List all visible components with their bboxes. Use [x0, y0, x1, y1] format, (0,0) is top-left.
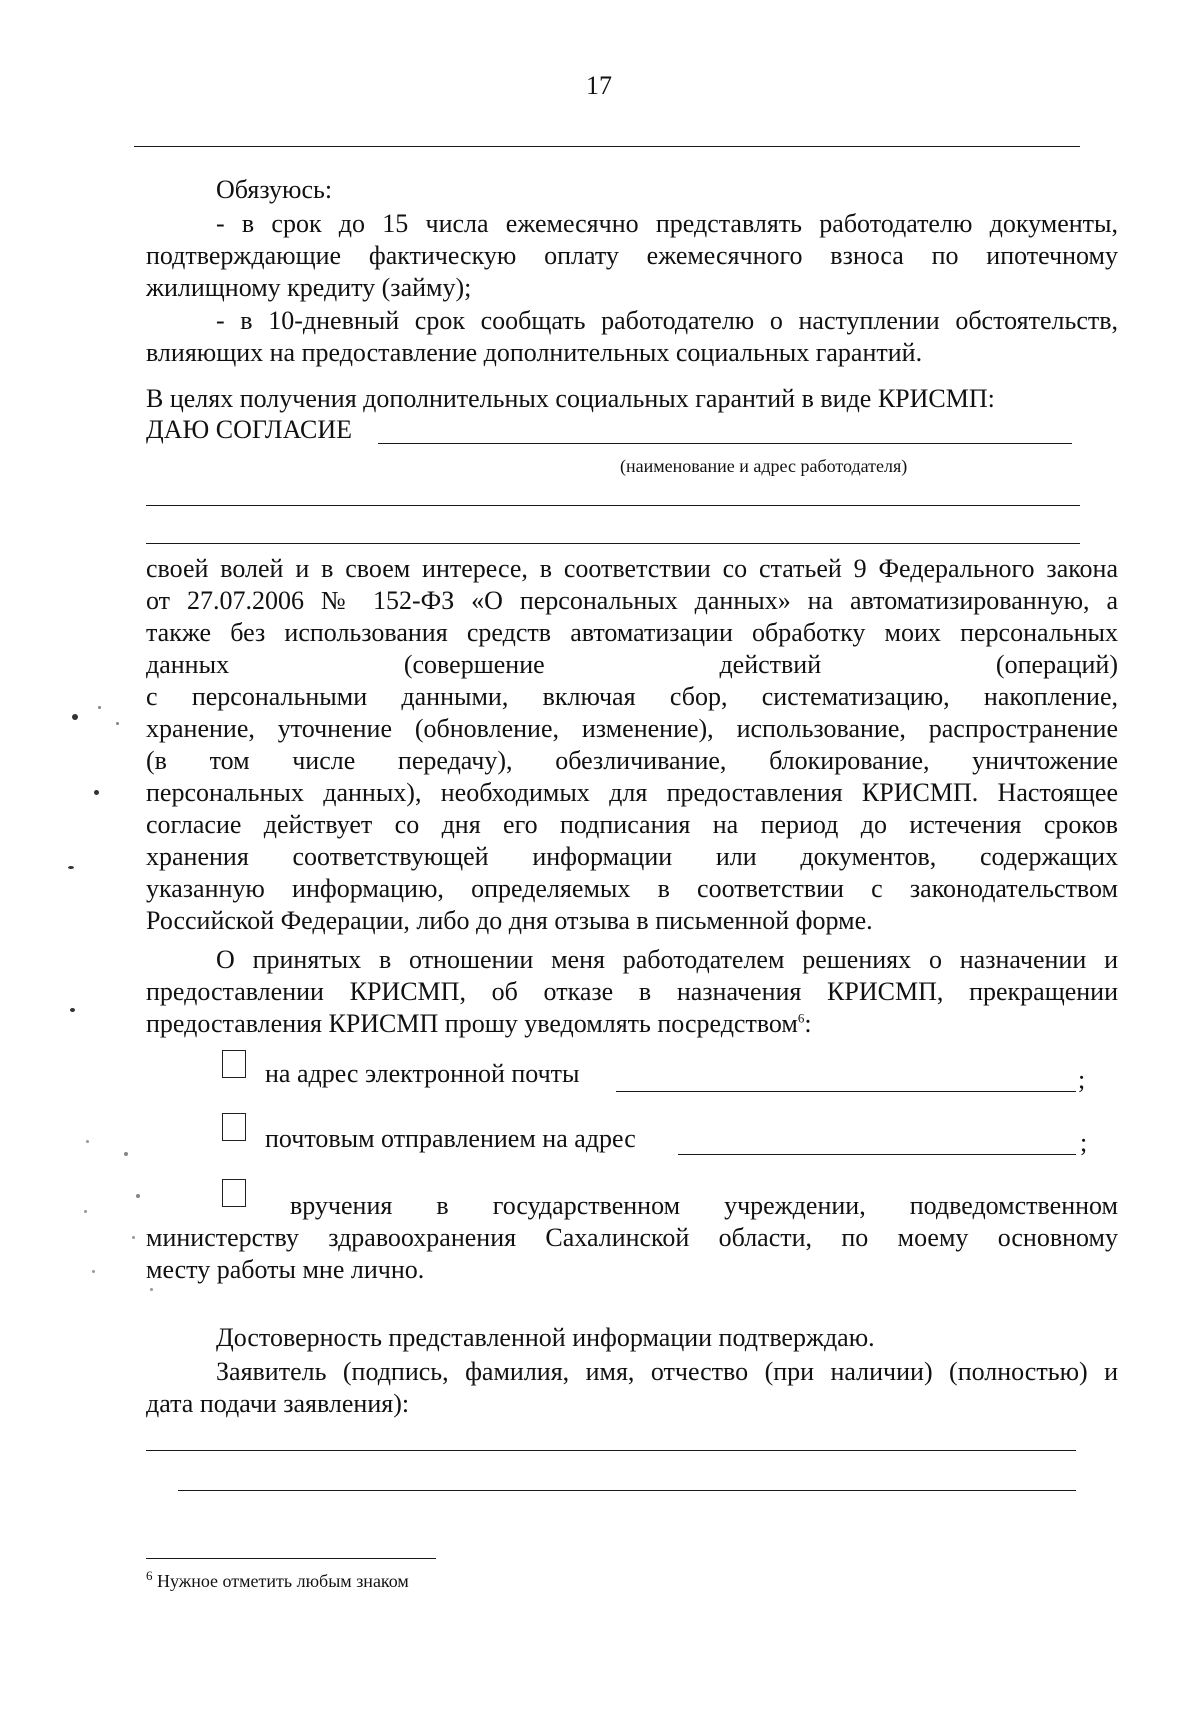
- text-line: указанную информацию, определяемых в соответствии с законодательством: [146, 874, 1118, 903]
- text-line: также без использования средств автоматизации обработку моих персональных: [146, 618, 1118, 647]
- email-address-field[interactable]: [616, 1091, 1076, 1092]
- consent-label: ДАЮ СОГЛАСИЕ: [146, 415, 353, 444]
- notification-paragraph: [146, 944, 1118, 1040]
- text-span: :: [804, 1009, 812, 1038]
- footnote-reference: 6: [797, 1010, 805, 1026]
- employer-name-field[interactable]: [378, 443, 1072, 444]
- footnote-separator: [146, 1558, 436, 1559]
- footnote-number: 6: [146, 1568, 153, 1583]
- text-line: хранение, уточнение (обновление, изменение), использование, распространение: [146, 714, 1118, 743]
- text-line: министерству здравоохранения Сахалинской области, по моему основному: [146, 1223, 1118, 1252]
- applicant-signature-field[interactable]: [146, 1450, 1076, 1451]
- text-line: подтверждающие фактическую оплату ежемесячного взноса по ипотечному: [146, 241, 1118, 270]
- footnote-text: Нужное отметить любым знаком: [157, 1571, 409, 1591]
- text-line: О принятых в отношении меня работодателем решениях о назначении и: [216, 945, 1118, 974]
- obligation-item-1: [146, 208, 1118, 304]
- text-line: [146, 1008, 1118, 1040]
- post-option-semicolon: ;: [1080, 1128, 1088, 1157]
- header-rule: [134, 146, 1080, 147]
- applicant-instruction: [146, 1356, 1118, 1420]
- obligations-heading: Обязуюсь:: [216, 175, 333, 204]
- consent-body: [146, 553, 1118, 937]
- email-option-checkbox[interactable]: [222, 1050, 246, 1078]
- text-line: - в 10-дневный срок сообщать работодателю о наступлении обстоятельств,: [216, 306, 1118, 335]
- employer-caption: (наименование и адрес работодателя): [620, 456, 908, 476]
- text-line: влияющих на предоставление дополнительных социальных гарантий.: [146, 338, 923, 367]
- text-line: Заявитель (подпись, фамилия, имя, отчество (при наличии) (полностью) и: [216, 1357, 1118, 1386]
- text-line: вручения в государственном учреждении, подведомственном: [290, 1191, 1118, 1220]
- confirmation-statement: Достоверность представленной информации подтверждаю.: [216, 1323, 875, 1352]
- footnote: [146, 1570, 409, 1592]
- text-line: от 27.07.2006 № 152-ФЗ «О персональных данных» на автоматизированную, а: [146, 586, 1118, 615]
- text-line: предоставлении КРИСМП, об отказе в назначения КРИСМП, прекращении: [146, 977, 1118, 1006]
- post-option-checkbox[interactable]: [222, 1113, 246, 1141]
- text-line: с персональными данными, включая сбор, систематизацию, накопление,: [146, 682, 1118, 711]
- text-span: предоставления КРИСМП прошу уведомлять посредством: [146, 1009, 798, 1038]
- page-number: 17: [586, 71, 612, 100]
- employer-address-line-1[interactable]: [146, 505, 1080, 506]
- text-line: жилищному кредиту (займу);: [146, 273, 472, 302]
- application-date-field[interactable]: [178, 1490, 1076, 1491]
- text-line: персональных данных), необходимых для предоставления КРИСМП. Настоящее: [146, 778, 1118, 807]
- postal-address-field[interactable]: [678, 1154, 1076, 1155]
- hand-delivery-option-text: [146, 1190, 1118, 1286]
- text-line: дата подачи заявления):: [146, 1389, 410, 1418]
- text-line: (в том числе передачу), обезличивание, блокирование, уничтожение: [146, 746, 1118, 775]
- text-line: Российской Федерации, либо до дня отзыва в письменной форме.: [146, 906, 873, 935]
- obligation-item-2: [146, 305, 1118, 369]
- text-line: месту работы мне лично.: [146, 1255, 425, 1284]
- text-line: своей волей и в своем интересе, в соответствии со статьей 9 Федерального закона: [146, 554, 1118, 583]
- consent-intro: В целях получения дополнительных социальных гарантий в виде КРИСМП:: [146, 384, 995, 413]
- text-line: данных (совершение действий (операций): [146, 650, 1118, 679]
- text-line: согласие действует со дня его подписания на период до истечения сроков: [146, 810, 1118, 839]
- text-line: - в срок до 15 числа ежемесячно представлять работодателю документы,: [216, 209, 1118, 238]
- email-option-semicolon: ;: [1078, 1065, 1086, 1094]
- email-option-label: на адрес электронной почты: [265, 1059, 580, 1088]
- post-option-label: почтовым отправлением на адрес: [265, 1124, 636, 1153]
- text-line: хранения соответствующей информации или документов, содержащих: [146, 842, 1118, 871]
- employer-address-line-2[interactable]: [146, 543, 1080, 544]
